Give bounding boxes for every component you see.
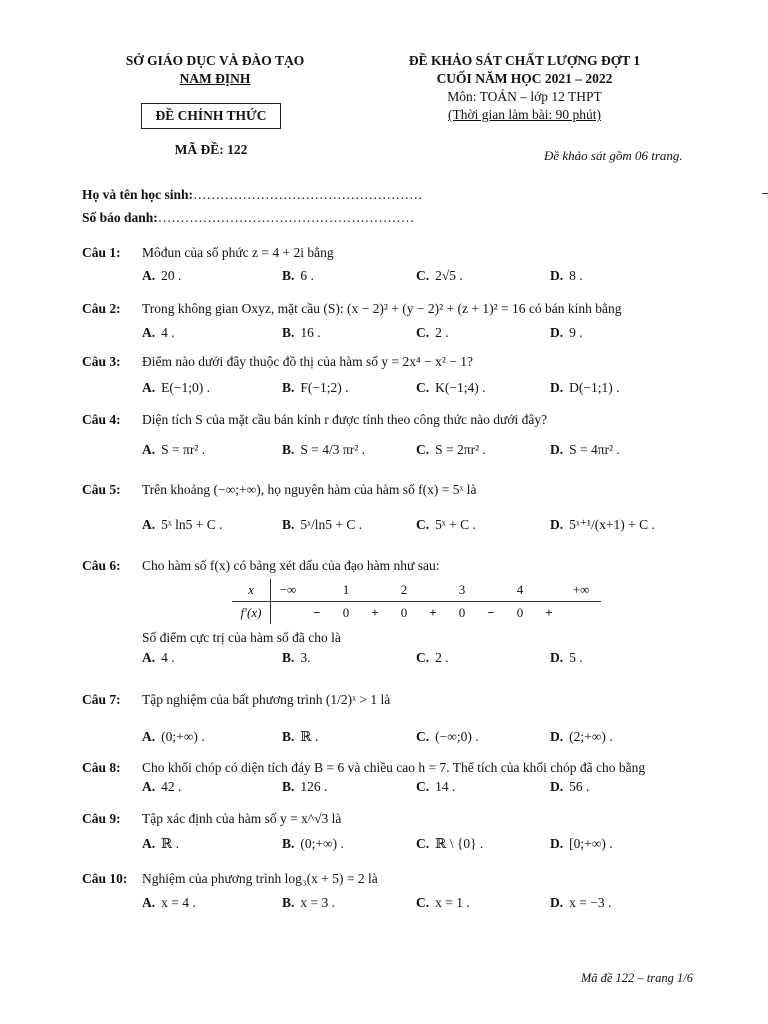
option-b[interactable]: B. S = 4/3 πr² .: [282, 442, 365, 457]
question-label: Câu 3:: [82, 354, 121, 369]
question-label: Câu 6:: [82, 558, 121, 573]
duration: (Thời gian làm bài: 90 phút): [448, 107, 601, 122]
sign-cell: +: [429, 605, 437, 620]
exam-code: MÃ ĐỀ: 122: [174, 142, 248, 157]
page-footer: Mã đề 122 – trang 1/6: [580, 971, 693, 985]
option-b[interactable]: B. 126 .: [282, 779, 328, 794]
department-line2: NAM ĐỊNH: [179, 71, 251, 86]
sign-table-grid: [232, 579, 601, 624]
department-line1: SỞ GIÁO DỤC VÀ ĐÀO TẠO: [125, 53, 305, 68]
sign-cell: +: [371, 605, 379, 620]
sign-cell: 0: [516, 605, 524, 620]
option-c[interactable]: C. S = 2πr² .: [416, 442, 486, 457]
question-10-options: [82, 893, 738, 913]
x-value: 3: [458, 582, 466, 597]
question-5-options: [82, 515, 738, 535]
question-3: [82, 352, 738, 372]
option-d[interactable]: D. x = −3 .: [550, 895, 612, 910]
question-text: Trong không gian Oxyz, mặt cầu (S): (x − 2)² + (y − 2)² + (z + 1)² = 16 có bán kính bằng: [142, 301, 622, 316]
question-2-options: [82, 323, 738, 343]
option-a[interactable]: A. 5ˣ ln5 + C .: [142, 517, 223, 532]
option-c[interactable]: C. 5ˣ + C .: [416, 517, 476, 532]
question-label: Câu 8:: [82, 760, 121, 775]
option-a[interactable]: A. 4 .: [142, 325, 175, 340]
option-b[interactable]: B. x = 3 .: [282, 895, 336, 910]
sign-cell: 0: [342, 605, 350, 620]
option-d[interactable]: D. S = 4πr² .: [550, 442, 620, 457]
question-label: Câu 4:: [82, 412, 121, 427]
question-4-options: [82, 440, 738, 460]
question-3-options: [82, 378, 738, 398]
option-d[interactable]: D. [0;+∞) .: [550, 836, 613, 851]
sign-cell: 0: [400, 605, 408, 620]
option-b[interactable]: B. 16 .: [282, 325, 321, 340]
option-c[interactable]: C. K(−1;4) .: [416, 380, 486, 395]
x-value: −∞: [279, 582, 297, 597]
option-c[interactable]: C. x = 1 .: [416, 895, 470, 910]
question-label: Câu 5:: [82, 482, 121, 497]
option-d[interactable]: D. 56 .: [550, 779, 590, 794]
option-b[interactable]: B. F(−1;2) .: [282, 380, 349, 395]
x-value: 1: [342, 582, 350, 597]
question-5: [82, 480, 738, 500]
question-1-options: [82, 266, 738, 286]
sign-cell: −: [313, 605, 321, 620]
question-6: [82, 556, 738, 576]
exam-header: [372, 52, 677, 124]
pages-note: Đề khảo sát gồm 06 trang.: [544, 148, 683, 163]
question-2: [82, 299, 738, 319]
official-label-box: [141, 103, 281, 129]
option-a[interactable]: A. (0;+∞) .: [142, 729, 205, 744]
x-label: x: [232, 579, 271, 602]
option-b[interactable]: B. ℝ .: [282, 729, 319, 744]
question-label: Câu 9:: [82, 811, 121, 826]
question-text: Diện tích S của mặt cầu bán kính r được tính theo công thức nào dưới đây?: [142, 412, 548, 427]
option-d[interactable]: D. D(−1;1) .: [550, 380, 620, 395]
student-name-dots[interactable]: ……………………………………………: [193, 187, 423, 202]
option-c[interactable]: C. (−∞;0) .: [416, 729, 479, 744]
x-value: +∞: [572, 582, 590, 597]
option-d[interactable]: D. (2;+∞) .: [550, 729, 613, 744]
question-text: Cho khối chóp có diện tích đáy B = 6 và chiều cao h = 7. Thể tích của khối chóp đã cho bằng: [142, 760, 646, 775]
option-d[interactable]: D. 5 .: [550, 650, 583, 665]
question-4: [82, 410, 738, 430]
question-label: Câu 1:: [82, 245, 121, 260]
question-text: Nghiệm của phương trình log₃(x + 5) = 2 là: [142, 871, 378, 886]
question-10: [82, 869, 738, 889]
question-label: Câu 7:: [82, 692, 121, 707]
option-c[interactable]: C. 2 .: [416, 650, 449, 665]
question-text: Tập xác định của hàm số y = x^√3 là: [142, 811, 342, 826]
option-c[interactable]: C. 2√5 .: [416, 268, 463, 283]
sign-cell: −: [487, 605, 495, 620]
question-9-options: [82, 834, 738, 854]
question-text: Điểm nào dưới đây thuộc đồ thị của hàm số y = 2x⁴ − x² − 1?: [142, 354, 473, 369]
question-8-options: [82, 777, 738, 797]
x-value: 2: [400, 582, 408, 597]
option-d[interactable]: D. 5ˣ⁺¹/(x+1) + C .: [550, 517, 655, 532]
option-a[interactable]: A. 42 .: [142, 779, 182, 794]
sign-cell: 0: [458, 605, 466, 620]
fp-label: f′(x): [232, 602, 271, 625]
question-text: Tập nghiệm của bất phương trình (1/2)ˣ > 1 là: [142, 692, 391, 707]
option-b[interactable]: B. 3.: [282, 650, 311, 665]
option-a[interactable]: A. S = πr² .: [142, 442, 206, 457]
x-value: 4: [516, 582, 524, 597]
student-id-label: Số báo danh:: [82, 210, 158, 225]
student-id-dots[interactable]: …………………………………………………: [157, 210, 415, 225]
question-text: Số điểm cực trị của hàm số đã cho là: [142, 630, 341, 645]
sign-table: [232, 579, 601, 624]
option-c[interactable]: C. 2 .: [416, 325, 449, 340]
student-name-line[interactable]: [82, 187, 423, 203]
option-a[interactable]: A. 20 .: [142, 268, 182, 283]
question-6-options: [82, 648, 738, 668]
question-label: Câu 2:: [82, 301, 121, 316]
exam-title2: CUỐI NĂM HỌC 2021 – 2022: [436, 71, 613, 86]
sign-cell: +: [545, 605, 553, 620]
question-text: Trên khoảng (−∞;+∞), họ nguyên hàm của hàm số f(x) = 5ˣ là: [142, 482, 477, 497]
question-8: [82, 758, 738, 778]
option-d[interactable]: D. 8 .: [550, 268, 583, 283]
option-b[interactable]: B. 6 .: [282, 268, 314, 283]
option-c[interactable]: C. 14 .: [416, 779, 456, 794]
option-a[interactable]: A. x = 4 .: [142, 895, 196, 910]
option-a[interactable]: A. ℝ .: [142, 836, 180, 851]
edge-mark: [762, 193, 768, 194]
question-text: Môđun của số phức z = 4 + 2i bằng: [142, 245, 334, 260]
exam-title1: ĐỀ KHẢO SÁT CHẤT LƯỢNG ĐỢT 1: [408, 53, 641, 68]
option-d[interactable]: D. 9 .: [550, 325, 583, 340]
question-label: Câu 10:: [82, 871, 128, 886]
question-7: [82, 690, 738, 710]
option-c[interactable]: C. ℝ \ {0} .: [416, 836, 484, 851]
official-label: ĐỀ CHÍNH THỨC: [155, 108, 267, 123]
option-b[interactable]: B. 5ˣ/ln5 + C .: [282, 517, 363, 532]
question-6-prompt: [82, 628, 738, 648]
question-text: Cho hàm số f(x) có bảng xét dấu của đạo hàm như sau:: [142, 558, 440, 573]
option-b[interactable]: B. (0;+∞) .: [282, 836, 344, 851]
student-name-label: Họ và tên học sinh:: [82, 187, 194, 202]
question-7-options: [82, 727, 738, 747]
option-a[interactable]: A. 4 .: [142, 650, 175, 665]
student-id-line[interactable]: [82, 210, 414, 226]
question-9: [82, 809, 738, 829]
option-a[interactable]: A. E(−1;0) .: [142, 380, 210, 395]
question-1: [82, 243, 738, 263]
subject: Môn: TOÁN – lớp 12 THPT: [447, 89, 602, 104]
department-header: [100, 52, 330, 88]
